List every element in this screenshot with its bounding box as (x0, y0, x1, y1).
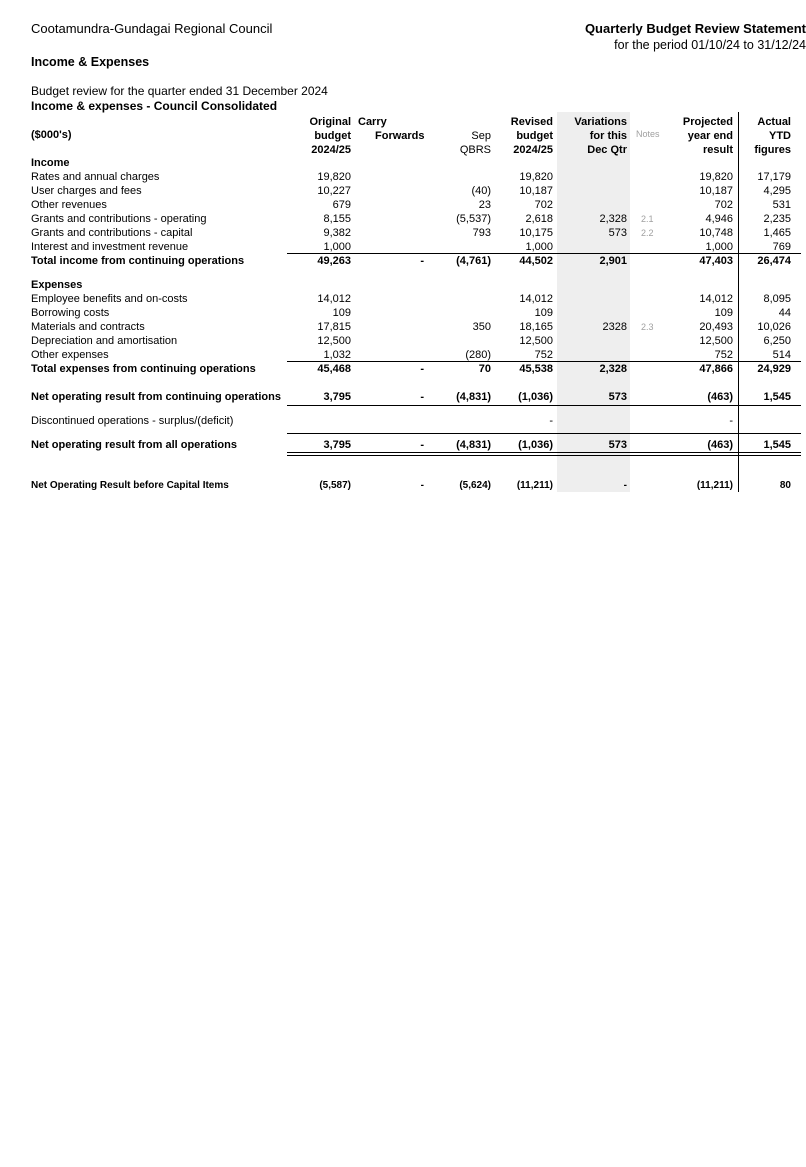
report-subtitle: Budget review for the quarter ended 31 December 2024 (31, 84, 328, 98)
table-row: Depreciation and amortisation 12,500 12,500 12,500 6,250 (31, 335, 791, 347)
net-all-operations-row: Net operating result from all operations 3,795 - (4,831) (1,036) 573 (463) 1,545 (31, 439, 791, 451)
table-row: Interest and investment revenue 1,000 1,000 1,000 769 (31, 241, 791, 253)
subtotal-rule (287, 405, 801, 406)
table-row: Borrowing costs 109 109 109 44 (31, 307, 791, 319)
before-capital-items-row: Net Operating Result before Capital Items (5,587) - (5,624) (11,211) - (11,211) 80 (31, 480, 791, 491)
net-continuing-row: Net operating result from continuing operations 3,795 - (4,831) (1,036) 573 (463) 1,545 (31, 391, 791, 403)
section-title: Income & Expenses (31, 55, 150, 69)
table-row: User charges and fees 10,227 (40) 10,187 10,187 4,295 (31, 185, 791, 197)
header-notes: Notes (636, 129, 660, 139)
table-row: Rates and annual charges 19,820 19,820 19,820 17,179 (31, 171, 791, 183)
header-actual-ytd: Actual YTD figures (754, 116, 791, 156)
header-carry-forwards: Carry Forwards (358, 116, 425, 142)
header-revised-budget: Revised budget 2024/25 (510, 116, 553, 156)
header-sep-qbrs: Sep QBRS (459, 130, 491, 156)
header-projected: Projected year end result (682, 116, 733, 156)
report-title: Quarterly Budget Review Statement (584, 21, 806, 36)
subtotal-rule (287, 433, 801, 434)
table-row: Materials and contracts 17,815 350 18,165 2328 2.3 20,493 10,026 (31, 321, 791, 333)
organisation-name: Cootamundra-Gundagai Regional Council (31, 21, 273, 36)
report-period: for the period 01/10/24 to 31/12/24 (614, 38, 806, 52)
income-heading: Income (31, 157, 70, 169)
double-rule (287, 455, 801, 456)
header-original-budget: Original budget 2024/25 (309, 116, 351, 156)
table-row: Grants and contributions - operating 8,155 (5,537) 2,618 2,328 2.1 4,946 2,235 (31, 213, 791, 225)
total-income-row: Total income from continuing operations 49,263 - (4,761) 44,502 2,901 47,403 26,474 (31, 255, 791, 267)
table-row: Grants and contributions - capital 9,382 793 10,175 573 2.2 10,748 1,465 (31, 227, 791, 239)
total-expenses-row: Total expenses from continuing operations 45,468 - 70 45,538 2,328 47,866 24,929 (31, 363, 791, 375)
table-row: Other expenses 1,032 (280) 752 752 514 (31, 349, 791, 361)
units-label: ($000's) (31, 129, 72, 141)
table-row: Employee benefits and on-costs 14,012 14,012 14,012 8,095 (31, 293, 791, 305)
expenses-heading: Expenses (31, 279, 83, 291)
header-variations: Variations for this Dec Qtr (574, 116, 627, 156)
double-rule (287, 452, 801, 453)
table-title: Income & expenses - Council Consolidated (31, 99, 278, 113)
table-row: Other revenues 679 23 702 702 531 (31, 199, 791, 211)
discontinued-row: Discontinued operations - surplus/(deficit) - - (31, 415, 733, 427)
